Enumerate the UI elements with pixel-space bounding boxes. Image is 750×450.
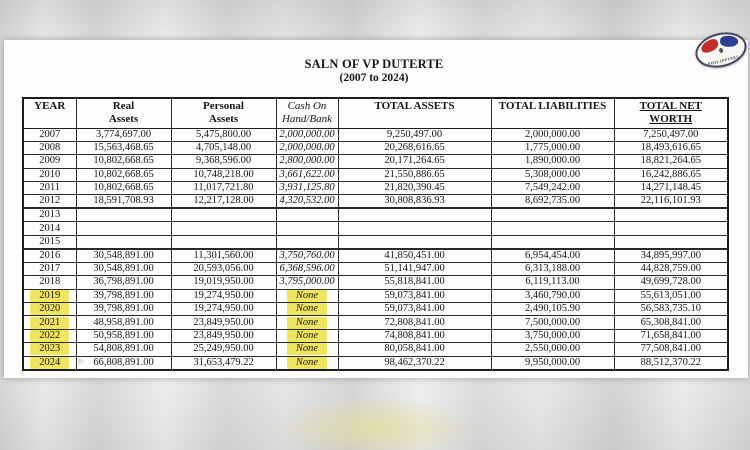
cell-total-assets-value: 55,818,841.00 [384,276,445,288]
cell-cash-on-hand [276,128,338,141]
cell-personal-assets [171,316,276,329]
cell-cash-on-hand-value: 3,795,000.00 [279,276,335,288]
cell-year-value: 2017 [39,263,61,275]
header-row [23,98,728,128]
table-row [23,249,728,263]
cell-year [23,168,76,181]
cell-total-liabilities-value: 1,890,000.00 [524,155,581,167]
cell-total-liabilities-value: 6,313,188.00 [524,263,581,275]
cell-real-assets-value: 10,802,668.65 [93,168,154,180]
cell-year [23,141,76,154]
cell-total-liabilities [491,262,614,275]
cell-total-liabilities [491,155,614,168]
table-row [23,141,728,154]
cell-cash-on-hand [276,141,338,154]
document-title-block [4,57,744,84]
cell-total-liabilities-value: 7,500,000.00 [524,316,581,328]
cell-year [23,235,76,249]
cell-personal-assets [171,195,276,209]
cell-total-assets-value: 30,808,836.93 [384,195,445,207]
cell-personal-assets [171,289,276,302]
cell-real-assets-value: 39,798,891.00 [93,303,154,315]
cell-year-value: 2022 [30,330,69,342]
cell-cash-on-hand [276,303,338,316]
cell-real-assets-value: 30,548,891.00 [93,263,154,275]
cell-real-assets [76,343,171,356]
cell-total-net-worth-value: 56,583,735.10 [640,303,701,315]
cell-year-value: 2018 [39,276,61,288]
cell-total-net-worth-value: 34,895,997.00 [640,249,701,261]
cell-real-assets [76,141,171,154]
cell-total-liabilities [491,195,614,209]
cell-real-assets-value: 39,798,891.00 [93,289,154,301]
cell-total-net-worth [614,276,728,289]
col-header-year: YEAR [23,98,76,128]
cell-total-assets [338,208,491,222]
col-header-total-liabilities: TOTAL LIABILITIES [491,98,614,128]
cell-personal-assets [171,329,276,342]
cell-year-value: 2021 [30,317,69,329]
table-header [23,98,728,128]
cell-real-assets [76,208,171,222]
cell-personal-assets [171,343,276,356]
cell-total-liabilities-value: 3,750,000.00 [524,329,581,341]
cell-real-assets [76,182,171,195]
cell-total-liabilities [491,276,614,289]
cell-year-value: 2007 [39,128,61,140]
cell-total-liabilities-value: 1,775,000.00 [524,142,581,154]
table-row [23,222,728,235]
cell-year [23,343,76,356]
cell-total-assets-value: 72,808,841.00 [384,316,445,328]
cell-total-assets [338,182,491,195]
cell-year [23,289,76,302]
cell-total-assets-value: 80,058,841.00 [384,343,445,355]
cell-total-assets-value: 9,250,497.00 [386,128,443,140]
table-row [23,289,728,302]
cell-total-liabilities [491,303,614,316]
cell-year [23,195,76,209]
cell-total-liabilities [491,168,614,181]
cell-total-liabilities-value: 2,490,105.90 [524,303,581,315]
table-row [23,168,728,181]
cell-real-assets-value: 54,808,891.00 [93,343,154,355]
cell-personal-assets [171,303,276,316]
cell-total-liabilities-value: 7,549,242.00 [524,182,581,194]
cell-total-net-worth-value: 49,699,728.00 [640,276,701,288]
cell-personal-assets [171,168,276,181]
cell-total-liabilities [491,208,614,222]
cell-total-liabilities-value: 6,119,113.00 [525,276,580,288]
cell-personal-assets [171,249,276,263]
cell-total-liabilities-value: 3,460,790.00 [524,289,581,301]
cell-personal-assets-value: 19,274,950.00 [193,289,254,301]
cell-real-assets-value: 48,958,891.00 [93,316,154,328]
cell-year-value: 2009 [39,155,61,167]
cell-year [23,316,76,329]
cell-personal-assets [171,208,276,222]
cell-year-value: 2014 [39,222,61,234]
table-row [23,195,728,209]
cell-total-net-worth [614,128,728,141]
document-page [4,40,748,378]
cell-total-net-worth [614,195,728,209]
cell-total-assets-value: 20,268,616.65 [384,142,445,154]
cell-real-assets [76,195,171,209]
table-row [23,329,728,342]
cell-total-net-worth-value: 22,116,101.93 [640,195,701,207]
cell-cash-on-hand-value: 4,320,532.00 [279,195,335,207]
cell-total-net-worth-value: 18,493,616.65 [640,142,701,154]
cell-year-value: 2013 [39,209,61,221]
cell-total-assets [338,289,491,302]
cell-personal-assets-value: 11,301,560.00 [193,249,254,261]
cell-total-assets [338,249,491,263]
cell-total-liabilities [491,182,614,195]
cell-year [23,208,76,222]
cell-total-liabilities-value: 6,954,454.00 [524,249,581,261]
col-header-cash-on-hand: Cash On Hand/Bank [276,98,338,128]
cell-total-net-worth [614,289,728,302]
cell-personal-assets-value: 23,849,950.00 [193,316,254,328]
cell-total-net-worth-value: 14,271,148.45 [640,182,701,194]
cell-personal-assets [171,155,276,168]
cell-total-assets-value: 59,073,841.00 [384,289,445,301]
cell-total-assets-value: 21,820,390.45 [384,182,445,194]
cell-real-assets [76,289,171,302]
table-row [23,356,728,370]
cell-total-liabilities [491,235,614,249]
cell-personal-assets-value: 10,748,218.00 [193,168,254,180]
cell-year [23,155,76,168]
seal-red-shape-icon [699,37,720,55]
cell-cash-on-hand [276,155,338,168]
cell-cash-on-hand-value: None [287,330,327,342]
cell-cash-on-hand-value: None [287,303,327,315]
cell-total-net-worth [614,208,728,222]
cell-year-value: 2011 [39,182,61,194]
cell-personal-assets-value: 5,475,800.00 [195,128,252,140]
page-title: SALN OF VP DUTERTE [304,57,444,71]
table-row [23,316,728,329]
cell-cash-on-hand-value: 2,800,000.00 [279,155,335,167]
cell-total-net-worth [614,168,728,181]
cell-real-assets-value: 3,774,697.00 [95,128,152,140]
cell-total-liabilities [491,356,614,370]
cell-year-value: 2019 [30,290,69,302]
cell-total-assets [338,356,491,370]
cell-total-assets [338,343,491,356]
cell-year-value: 2012 [39,195,61,207]
cell-total-assets-value: 98,462,370.22 [384,356,445,368]
cell-cash-on-hand-value: 3,750,760.00 [279,249,335,261]
cell-personal-assets [171,276,276,289]
cell-total-assets-value: 59,073,841.00 [384,303,445,315]
cell-cash-on-hand-value: 2,000,000.00 [279,142,335,154]
cell-total-liabilities [491,289,614,302]
cell-real-assets [76,316,171,329]
cell-personal-assets-value: 31,653,479.22 [193,356,254,368]
cell-total-net-worth-value: 65,308,841.00 [640,316,701,328]
cell-year [23,249,76,263]
cell-real-assets [76,222,171,235]
cell-personal-assets [171,262,276,275]
cell-real-assets-value: 50,958,891.00 [93,329,154,341]
cell-cash-on-hand-value: 2,000,000.00 [279,128,335,140]
cell-real-assets-value: 10,802,668.65 [93,182,154,194]
cell-total-liabilities [491,343,614,356]
cell-real-assets [76,128,171,141]
seal-center-emblem-icon [719,48,724,54]
cell-total-liabilities [491,141,614,154]
cell-year [23,262,76,275]
saln-table [22,97,729,371]
cell-total-net-worth [614,182,728,195]
cell-total-net-worth [614,262,728,275]
cell-total-assets-value: 20,171,264.65 [384,155,445,167]
cell-total-net-worth-value: 44,828,759.00 [640,263,701,275]
cell-real-assets-value: 30,548,891.00 [93,249,154,261]
cell-total-liabilities-value: 9,950,000.00 [524,356,581,368]
cell-total-net-worth [614,303,728,316]
table-row [23,182,728,195]
cell-cash-on-hand-value: None [287,317,327,329]
cell-year-value: 2015 [39,235,61,247]
cell-year-value: 2023 [30,343,69,355]
cell-total-assets-value: 21,550,886.65 [384,168,445,180]
cell-total-net-worth-value: 7,250,497.00 [643,128,699,140]
cell-personal-assets-value: 19,019,950.00 [193,276,254,288]
cell-personal-assets-value: 19,274,950.00 [193,303,254,315]
cell-real-assets [76,168,171,181]
cell-personal-assets-value: 9,368,596.00 [195,155,252,167]
cell-total-assets [338,168,491,181]
cell-cash-on-hand [276,249,338,263]
seal-caption: PHILIPPINES [707,53,740,67]
cell-year [23,182,76,195]
cell-year [23,128,76,141]
cell-personal-assets-value: 23,849,950.00 [193,329,254,341]
cell-cash-on-hand [276,168,338,181]
cell-total-net-worth-value: 77,508,841.00 [640,343,701,355]
cell-total-net-worth [614,329,728,342]
cell-real-assets [76,329,171,342]
cell-cash-on-hand [276,289,338,302]
cell-real-assets [76,235,171,249]
table-body [23,128,728,370]
cell-real-assets-value: 10,802,668.65 [93,155,154,167]
cell-year-value: 2008 [39,142,61,154]
cell-year [23,329,76,342]
cell-cash-on-hand-value: None [287,290,327,302]
cell-total-net-worth-value: 88,512,370.22 [640,356,701,368]
cell-total-liabilities [491,249,614,263]
cell-cash-on-hand [276,356,338,370]
cell-total-assets [338,276,491,289]
cell-real-assets-value: 18,591,708.93 [93,195,154,207]
cell-total-net-worth [614,141,728,154]
cell-cash-on-hand [276,182,338,195]
cell-personal-assets [171,356,276,370]
cell-real-assets [76,356,171,370]
table-row [23,276,728,289]
col-header-total-assets: TOTAL ASSETS [338,98,491,128]
cell-real-assets-value: 66,808,891.00 [93,356,154,368]
cell-total-assets [338,128,491,141]
cell-real-assets [76,276,171,289]
cell-year-value: 2016 [39,249,61,261]
cell-year-value: 2020 [30,303,69,315]
cell-cash-on-hand [276,208,338,222]
cell-cash-on-hand-value: 6,368,596.00 [279,263,335,275]
cell-year [23,303,76,316]
col-header-total-net-worth: TOTAL NET WORTH [614,98,728,128]
cell-real-assets-value: 36,798,891.00 [93,276,154,288]
table-row [23,235,728,249]
cell-cash-on-hand [276,276,338,289]
cell-personal-assets [171,182,276,195]
cell-total-assets-value: 74,808,841.00 [384,329,445,341]
cell-total-net-worth [614,343,728,356]
cell-year [23,276,76,289]
cell-total-liabilities [491,128,614,141]
cell-real-assets-value: 15,563,468.65 [93,142,154,154]
page-subtitle: (2007 to 2024) [339,72,409,84]
table-row [23,155,728,168]
seal-blue-shape-icon [720,35,738,47]
cell-total-net-worth [614,249,728,263]
cell-total-assets [338,316,491,329]
cell-total-assets [338,195,491,209]
cell-personal-assets [171,222,276,235]
cell-total-net-worth [614,316,728,329]
cell-personal-assets [171,128,276,141]
cell-cash-on-hand [276,316,338,329]
cell-personal-assets-value: 4,705,148.00 [195,142,252,154]
cell-personal-assets-value: 20,593,056.00 [193,263,254,275]
cell-cash-on-hand-value: None [287,357,327,369]
cell-year-value: 2010 [39,168,61,180]
cell-cash-on-hand [276,262,338,275]
cell-total-liabilities [491,329,614,342]
cell-total-liabilities-value: 2,550,000.00 [524,343,581,355]
cell-total-assets [338,303,491,316]
cell-year-value: 2024 [30,357,69,369]
cell-year [23,356,76,370]
cell-total-assets [338,155,491,168]
cell-cash-on-hand [276,329,338,342]
cell-total-net-worth-value: 55,613,051.00 [640,289,701,301]
col-header-real-assets: Real Assets [76,98,171,128]
table-row [23,343,728,356]
cell-personal-assets-value: 12,217,128.00 [193,195,254,207]
cell-total-assets [338,262,491,275]
cell-cash-on-hand-value: None [287,343,327,355]
cell-cash-on-hand [276,195,338,209]
table-row [23,208,728,222]
table-row [23,128,728,141]
cell-total-net-worth [614,155,728,168]
cell-total-assets [338,222,491,235]
cell-real-assets [76,155,171,168]
cell-total-assets-value: 41,850,451.00 [384,249,445,261]
cell-cash-on-hand [276,343,338,356]
cell-total-liabilities [491,316,614,329]
cell-cash-on-hand [276,235,338,249]
cell-real-assets [76,303,171,316]
cell-total-liabilities-value: 8,692,735.00 [524,195,581,207]
cell-total-net-worth-value: 16,242,886.65 [640,168,701,180]
cell-year [23,222,76,235]
cell-real-assets [76,262,171,275]
cell-personal-assets-value: 25,249,950.00 [193,343,254,355]
cell-total-assets [338,235,491,249]
cell-total-net-worth [614,356,728,370]
cell-personal-assets [171,141,276,154]
table-row [23,303,728,316]
cell-total-net-worth-value: 71,658,841.00 [640,329,701,341]
col-header-personal-assets: Personal Assets [171,98,276,128]
cell-total-assets [338,141,491,154]
cell-total-net-worth [614,235,728,249]
cell-cash-on-hand-value: 3,931,125.80 [279,182,335,194]
cell-personal-assets-value: 11,017,721.80 [193,182,254,194]
cell-total-liabilities-value: 2,000,000.00 [524,128,581,140]
cell-real-assets [76,249,171,263]
cell-total-assets [338,329,491,342]
cell-total-liabilities [491,222,614,235]
cell-personal-assets [171,235,276,249]
cell-total-net-worth [614,222,728,235]
cell-cash-on-hand-value: 3,661,622.00 [279,168,335,180]
cell-cash-on-hand [276,222,338,235]
table-row [23,262,728,275]
cell-total-net-worth-value: 18,821,264.65 [640,155,701,167]
cell-total-assets-value: 51,141,947.00 [384,263,445,275]
cell-total-liabilities-value: 5,308,000.00 [524,168,581,180]
